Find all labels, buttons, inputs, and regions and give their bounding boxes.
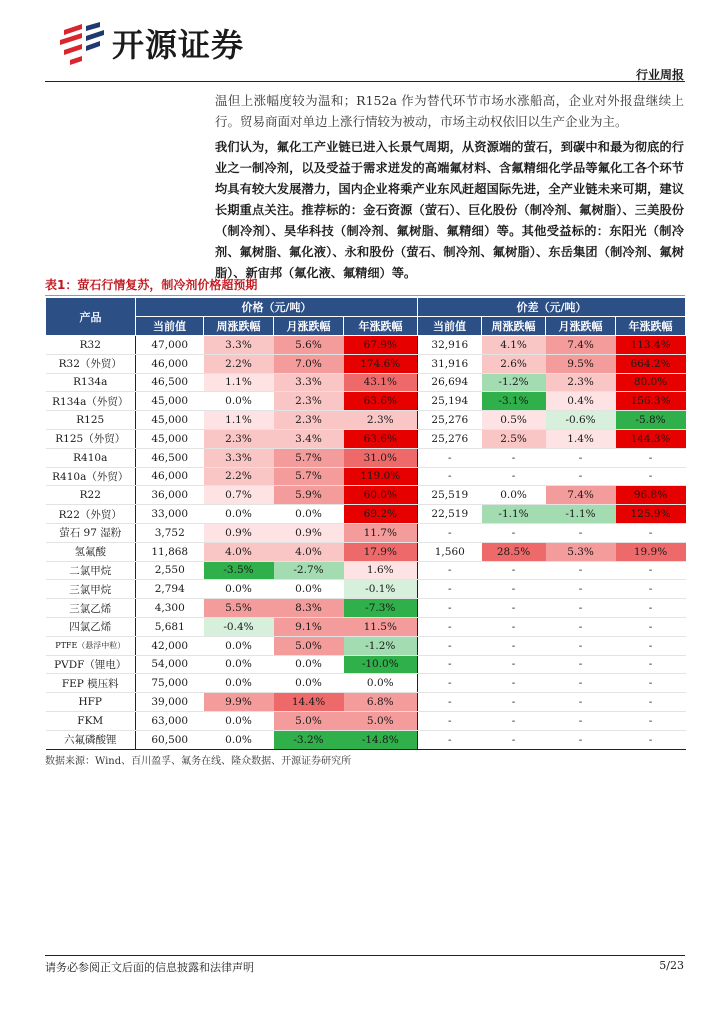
price-cell: 36,000 [136, 486, 204, 505]
spread-cell: - [616, 693, 686, 712]
header-spread-month: 月涨跌幅 [546, 317, 616, 336]
price-cell: 0.0% [274, 505, 344, 524]
price-cell: 2,550 [136, 561, 204, 580]
price-cell: 63.6% [344, 429, 418, 448]
price-cell: 5.7% [274, 467, 344, 486]
price-cell: 1.1% [204, 411, 274, 430]
price-cell: 2.2% [204, 467, 274, 486]
price-cell: 5.0% [274, 636, 344, 655]
price-cell: 5.6% [274, 336, 344, 355]
price-cell: 54,000 [136, 655, 204, 674]
spread-cell: - [616, 636, 686, 655]
table-body [46, 336, 686, 750]
paragraph-investment-view: 我们认为，氟化工产业链已进入长景气周期，从资源端的萤石，到碳中和最为彻底的行业之一制冷剂，以及受益于需求迸发的高端氟材料、含氟精细化学品等氟化工各个环节均具有较大发展潜力，国内企业将乘产业东风赶超国际先进，全产业链未来可期，建议长期重点关注。推荐标的：金石资源（萤石）、巨化股份（制冷剂、氟树脂）、三美股份（制冷剂）、昊华科技（制冷剂、氟树脂、氟精细）等。其他受益标的：东阳光（制冷剂、氟树脂、氟化液）、永和股份（萤石、制冷剂、氟树脂）、东岳集团（制冷剂、氟树脂）、新宙邦（氟化液、氟精细）等。 [215, 140, 684, 280]
header-price-week: 周涨跌幅 [204, 317, 274, 336]
product-name-cell: R22（外贸） [46, 505, 136, 524]
price-cell: 3.3% [204, 336, 274, 355]
price-cell: 43.1% [344, 373, 418, 392]
table-title-divider [45, 295, 685, 296]
spread-cell: -0.6% [546, 411, 616, 430]
table-row [46, 674, 686, 693]
spread-cell: - [482, 655, 546, 674]
price-cell: 4.0% [204, 542, 274, 561]
spread-cell: - [616, 448, 686, 467]
spread-cell: - [616, 467, 686, 486]
product-name-cell: R32（外贸） [46, 354, 136, 373]
price-cell: 5.0% [274, 711, 344, 730]
table-row [46, 542, 686, 561]
price-cell: 46,000 [136, 467, 204, 486]
price-cell: 3.4% [274, 429, 344, 448]
header-spread-group: 价差（元/吨） [418, 298, 686, 317]
spread-cell: - [418, 580, 482, 599]
table-row [46, 580, 686, 599]
table-row [46, 505, 686, 524]
price-cell: 0.0% [274, 674, 344, 693]
price-cell: 11,868 [136, 542, 204, 561]
spread-cell: 113.4% [616, 336, 686, 355]
brand-logo [56, 20, 244, 66]
spread-cell: - [546, 693, 616, 712]
price-cell: 0.0% [274, 655, 344, 674]
product-name-cell: 四氯乙烯 [46, 617, 136, 636]
spread-cell: - [482, 599, 546, 618]
price-cell: -14.8% [344, 730, 418, 749]
price-cell: 45,000 [136, 392, 204, 411]
price-cell: 11.5% [344, 617, 418, 636]
price-cell: 39,000 [136, 693, 204, 712]
spread-cell: - [418, 636, 482, 655]
spread-cell: - [616, 580, 686, 599]
product-name-cell: FKM [46, 711, 136, 730]
price-cell: 7.0% [274, 354, 344, 373]
price-cell: 0.0% [204, 674, 274, 693]
price-cell: 42,000 [136, 636, 204, 655]
spread-cell: - [546, 730, 616, 749]
spread-cell: -3.1% [482, 392, 546, 411]
table-row [46, 599, 686, 618]
table-row [46, 693, 686, 712]
price-cell: 0.0% [204, 636, 274, 655]
price-cell: 14.4% [274, 693, 344, 712]
header-price-group: 价格（元/吨） [136, 298, 418, 317]
spread-cell: 19.9% [616, 542, 686, 561]
spread-cell: 32,916 [418, 336, 482, 355]
spread-cell: 7.4% [546, 486, 616, 505]
report-type-label: 行业周报 [635, 68, 684, 82]
spread-cell: - [418, 730, 482, 749]
spread-cell: - [616, 655, 686, 674]
spread-cell: 0.0% [482, 486, 546, 505]
price-cell: 5.5% [204, 599, 274, 618]
spread-cell: -1.1% [482, 505, 546, 524]
product-name-cell: PTFE（悬浮中粒） [46, 636, 136, 655]
spread-cell: - [546, 580, 616, 599]
price-cell: 46,000 [136, 354, 204, 373]
header-price-current: 当前值 [136, 317, 204, 336]
spread-cell: - [418, 655, 482, 674]
price-cell: 46,500 [136, 448, 204, 467]
price-cell: 5.9% [274, 486, 344, 505]
table-row [46, 730, 686, 749]
product-name-cell: FEP 模压料 [46, 674, 136, 693]
price-cell: -2.7% [274, 561, 344, 580]
data-source-note: 数据来源：Wind、百川盈孚、氟务在线、隆众数据、开源证券研究所 [45, 756, 352, 767]
table-row [46, 448, 686, 467]
spread-cell: - [616, 523, 686, 542]
price-cell: 0.0% [204, 655, 274, 674]
price-cell: 31.0% [344, 448, 418, 467]
product-name-cell: 三氯甲烷 [46, 580, 136, 599]
price-cell: 5,681 [136, 617, 204, 636]
price-cell: 4,300 [136, 599, 204, 618]
product-name-cell: 萤石 97 湿粉 [46, 523, 136, 542]
spread-cell: - [482, 467, 546, 486]
spread-cell: - [418, 467, 482, 486]
spread-cell: - [546, 711, 616, 730]
spread-cell: - [418, 599, 482, 618]
disclaimer-note: 请务必参阅正文后面的信息披露和法律声明 [45, 961, 254, 974]
spread-cell: 96.8% [616, 486, 686, 505]
price-cell: 2,794 [136, 580, 204, 599]
spread-cell: - [546, 674, 616, 693]
price-cell: 0.9% [274, 523, 344, 542]
header-divider [45, 81, 685, 82]
spread-cell: 2.3% [546, 373, 616, 392]
spread-cell: - [616, 617, 686, 636]
price-cell: 63.6% [344, 392, 418, 411]
spread-cell: - [546, 467, 616, 486]
spread-cell: - [482, 617, 546, 636]
spread-cell: - [418, 674, 482, 693]
product-name-cell: 二氯甲烷 [46, 561, 136, 580]
table-row [46, 392, 686, 411]
price-cell: 0.0% [204, 392, 274, 411]
spread-cell: - [418, 711, 482, 730]
spread-cell: - [546, 655, 616, 674]
footer-divider [45, 955, 685, 956]
spread-cell: 2.6% [482, 354, 546, 373]
spread-cell: - [482, 636, 546, 655]
price-cell: 75,000 [136, 674, 204, 693]
spread-cell: - [482, 580, 546, 599]
table-row [46, 354, 686, 373]
spread-cell: -1.2% [482, 373, 546, 392]
spread-cell: 7.4% [546, 336, 616, 355]
spread-cell: 156.3% [616, 392, 686, 411]
product-name-cell: R32 [46, 336, 136, 355]
price-cell: 45,000 [136, 429, 204, 448]
product-name-cell: R22 [46, 486, 136, 505]
spread-cell: 0.4% [546, 392, 616, 411]
spread-cell: 0.5% [482, 411, 546, 430]
spread-cell: - [482, 730, 546, 749]
price-cell: 6.8% [344, 693, 418, 712]
price-cell: 9.9% [204, 693, 274, 712]
price-cell: -10.0% [344, 655, 418, 674]
price-cell: 0.7% [204, 486, 274, 505]
price-cell: 1.6% [344, 561, 418, 580]
spread-cell: - [482, 448, 546, 467]
price-cell: 33,000 [136, 505, 204, 524]
product-name-cell: PVDF（锂电） [46, 655, 136, 674]
price-cell: 0.9% [204, 523, 274, 542]
price-cell: -7.3% [344, 599, 418, 618]
price-cell: 69.2% [344, 505, 418, 524]
price-cell: 2.3% [344, 411, 418, 430]
product-name-cell: 氢氟酸 [46, 542, 136, 561]
spread-cell: 5.3% [546, 542, 616, 561]
price-cell: 2.3% [204, 429, 274, 448]
product-name-cell: 六氟磷酸锂 [46, 730, 136, 749]
price-cell: 60,500 [136, 730, 204, 749]
price-cell: 5.0% [344, 711, 418, 730]
price-cell: 47,000 [136, 336, 204, 355]
spread-cell: - [546, 599, 616, 618]
table-row [46, 523, 686, 542]
spread-cell: - [418, 523, 482, 542]
price-cell: 11.7% [344, 523, 418, 542]
header-spread-current: 当前值 [418, 317, 482, 336]
price-cell: 3.3% [204, 448, 274, 467]
spread-cell: - [546, 561, 616, 580]
price-cell: 4.0% [274, 542, 344, 561]
price-cell: 0.0% [204, 505, 274, 524]
product-name-cell: HFP [46, 693, 136, 712]
price-cell: 2.3% [274, 392, 344, 411]
price-cell: 0.0% [204, 730, 274, 749]
table-row [46, 429, 686, 448]
table-row [46, 636, 686, 655]
table-row [46, 711, 686, 730]
price-cell: -3.5% [204, 561, 274, 580]
price-table [45, 297, 686, 750]
price-cell: 5.7% [274, 448, 344, 467]
price-cell: 46,500 [136, 373, 204, 392]
spread-cell: 2.5% [482, 429, 546, 448]
spread-cell: 4.1% [482, 336, 546, 355]
spread-cell: 9.5% [546, 354, 616, 373]
product-name-cell: R134a [46, 373, 136, 392]
spread-cell: - [482, 711, 546, 730]
spread-cell: 28.5% [482, 542, 546, 561]
spread-cell: - [546, 448, 616, 467]
spread-cell: - [482, 674, 546, 693]
price-cell: -1.2% [344, 636, 418, 655]
spread-cell: - [546, 636, 616, 655]
price-cell: 45,000 [136, 411, 204, 430]
price-cell: 2.2% [204, 354, 274, 373]
kaiyuan-logo-icon [56, 20, 106, 66]
price-cell: 119.0% [344, 467, 418, 486]
price-cell: 1.1% [204, 373, 274, 392]
spread-cell: 26,694 [418, 373, 482, 392]
brand-name: 开源证券 [112, 26, 245, 64]
price-cell: 3.3% [274, 373, 344, 392]
spread-cell: 25,276 [418, 411, 482, 430]
product-name-cell: R125（外贸） [46, 429, 136, 448]
spread-cell: - [616, 711, 686, 730]
table-row [46, 617, 686, 636]
table-row [46, 467, 686, 486]
price-cell: 17.9% [344, 542, 418, 561]
spread-cell: - [616, 730, 686, 749]
price-cell: 3,752 [136, 523, 204, 542]
header-spread-week: 周涨跌幅 [482, 317, 546, 336]
spread-cell: 1.4% [546, 429, 616, 448]
header-price-month: 月涨跌幅 [274, 317, 344, 336]
table-row [46, 336, 686, 355]
price-cell: 0.0% [344, 674, 418, 693]
spread-cell: 25,194 [418, 392, 482, 411]
spread-cell: 1,560 [418, 542, 482, 561]
spread-cell: - [616, 674, 686, 693]
spread-cell: - [418, 617, 482, 636]
spread-cell: -5.8% [616, 411, 686, 430]
price-cell: 67.9% [344, 336, 418, 355]
product-name-cell: R134a（外贸） [46, 392, 136, 411]
spread-cell: - [418, 693, 482, 712]
header-price-year: 年涨跌幅 [344, 317, 418, 336]
price-cell: -3.2% [274, 730, 344, 749]
price-cell: 9.1% [274, 617, 344, 636]
spread-cell: -1.1% [546, 505, 616, 524]
spread-cell: - [546, 617, 616, 636]
table-row [46, 373, 686, 392]
spread-cell: - [482, 693, 546, 712]
product-name-cell: 三氯乙烯 [46, 599, 136, 618]
spread-cell: - [418, 448, 482, 467]
product-name-cell: R125 [46, 411, 136, 430]
spread-cell: - [418, 561, 482, 580]
spread-cell: - [482, 523, 546, 542]
price-cell: -0.4% [204, 617, 274, 636]
price-cell: 60.0% [344, 486, 418, 505]
price-cell: 2.3% [274, 411, 344, 430]
price-cell: 174.6% [344, 354, 418, 373]
table-row [46, 486, 686, 505]
spread-cell: - [546, 523, 616, 542]
spread-cell: 25,276 [418, 429, 482, 448]
spread-cell: 144.3% [616, 429, 686, 448]
price-cell: 8.3% [274, 599, 344, 618]
spread-cell: - [616, 599, 686, 618]
header-spread-year: 年涨跌幅 [616, 317, 686, 336]
page-number: 5/23 [659, 959, 684, 972]
table-row [46, 655, 686, 674]
price-cell: 0.0% [204, 580, 274, 599]
spread-cell: 80.0% [616, 373, 686, 392]
table-title: 表1：萤石行情复苏，制冷剂价格超预期 [45, 278, 258, 292]
spread-cell: 31,916 [418, 354, 482, 373]
header-product: 产品 [46, 298, 136, 336]
table-row [46, 561, 686, 580]
price-cell: 0.0% [274, 580, 344, 599]
paragraph-market: 温但上涨幅度较为温和；R152a 作为替代环节市场水涨船高，企业对外报盘继续上行。贸易商面对单边上涨行情较为被动，市场主动权依旧以生产企业为主。 [215, 93, 684, 129]
spread-cell: - [616, 561, 686, 580]
spread-cell: - [482, 561, 546, 580]
spread-cell: 25,519 [418, 486, 482, 505]
spread-cell: 22,519 [418, 505, 482, 524]
product-name-cell: R410a [46, 448, 136, 467]
spread-cell: 664.2% [616, 354, 686, 373]
spread-cell: 125.9% [616, 505, 686, 524]
price-cell: -0.1% [344, 580, 418, 599]
price-cell: 63,000 [136, 711, 204, 730]
table-row [46, 411, 686, 430]
price-cell: 0.0% [204, 711, 274, 730]
product-name-cell: R410a（外贸） [46, 467, 136, 486]
